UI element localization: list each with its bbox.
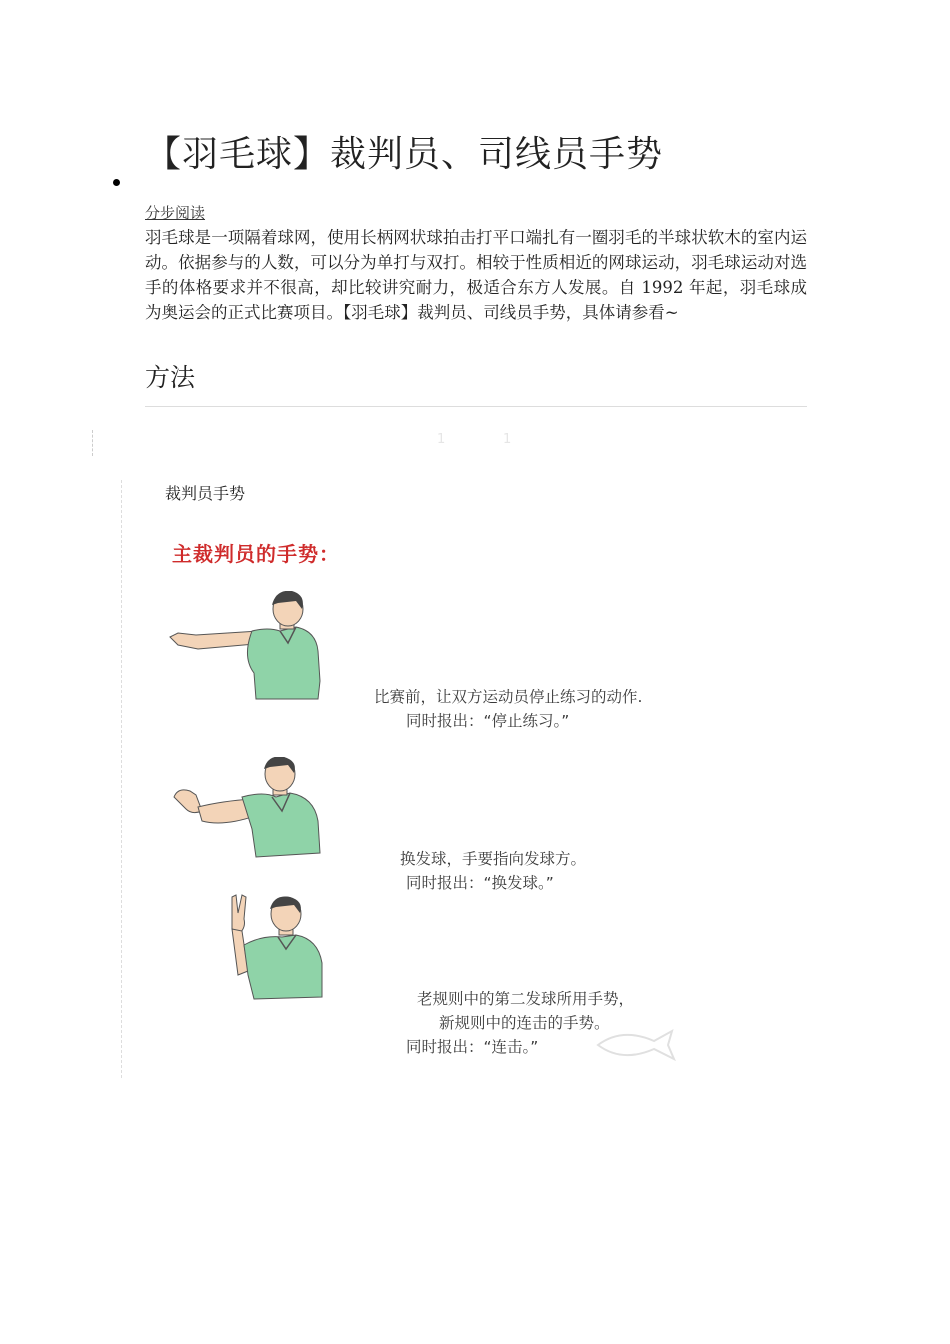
step-marker-line (92, 430, 93, 456)
illustration-heading: 主裁判员的手势： (172, 542, 340, 566)
gesture-text-line: 比赛前，让双方运动员停止练习的动作. (374, 688, 643, 706)
intro-paragraph: 羽毛球是一项隔着球网，使用长柄网状球拍击打平口端扎有一圈羽毛的半球状软木的室内运动。依据参与的人数，可以分为单打与双打。相较于性质相近的网球运动，羽毛球运动对选手的体格要求并不很高，却比较讲究耐力，极适合东方人发展。自 1992 年起，羽毛球成为奥运会的正式比赛项目。【羽毛球】裁判员、司线员手势，具体请参看~ (145, 228, 807, 322)
article-title: 【羽毛球】裁判员、司线员手势 (145, 134, 664, 175)
referee-gesture-illustration (160, 525, 700, 1070)
referee-figure-service-over (172, 757, 332, 865)
step-caption: 裁判员手势 (165, 484, 246, 503)
fish-watermark-icon (592, 1023, 678, 1063)
section-divider (145, 406, 807, 407)
section-heading-method: 方法 (145, 363, 196, 392)
gesture-text-line: 同时报出：“停止练习。” (406, 712, 570, 730)
gesture-text-line: 换发球，手要指向发球方。 (400, 850, 587, 868)
step-number: 1 (437, 432, 446, 447)
step-number: 1 (503, 432, 512, 447)
referee-figure-arm-extended (168, 591, 338, 701)
step-body-line (121, 480, 122, 1078)
gesture-text-line: 新规则中的连击的手势。 (439, 1014, 610, 1032)
referee-figure-two-fingers (226, 893, 336, 1005)
step-reading-link[interactable]: 分步阅读 (145, 204, 206, 222)
list-bullet (113, 179, 120, 186)
gesture-text-line: 老规则中的第二发球所用手势， (417, 990, 635, 1008)
gesture-text-line: 同时报出：“换发球。” (406, 874, 554, 892)
gesture-text-line: 同时报出：“连击。” (406, 1038, 539, 1056)
